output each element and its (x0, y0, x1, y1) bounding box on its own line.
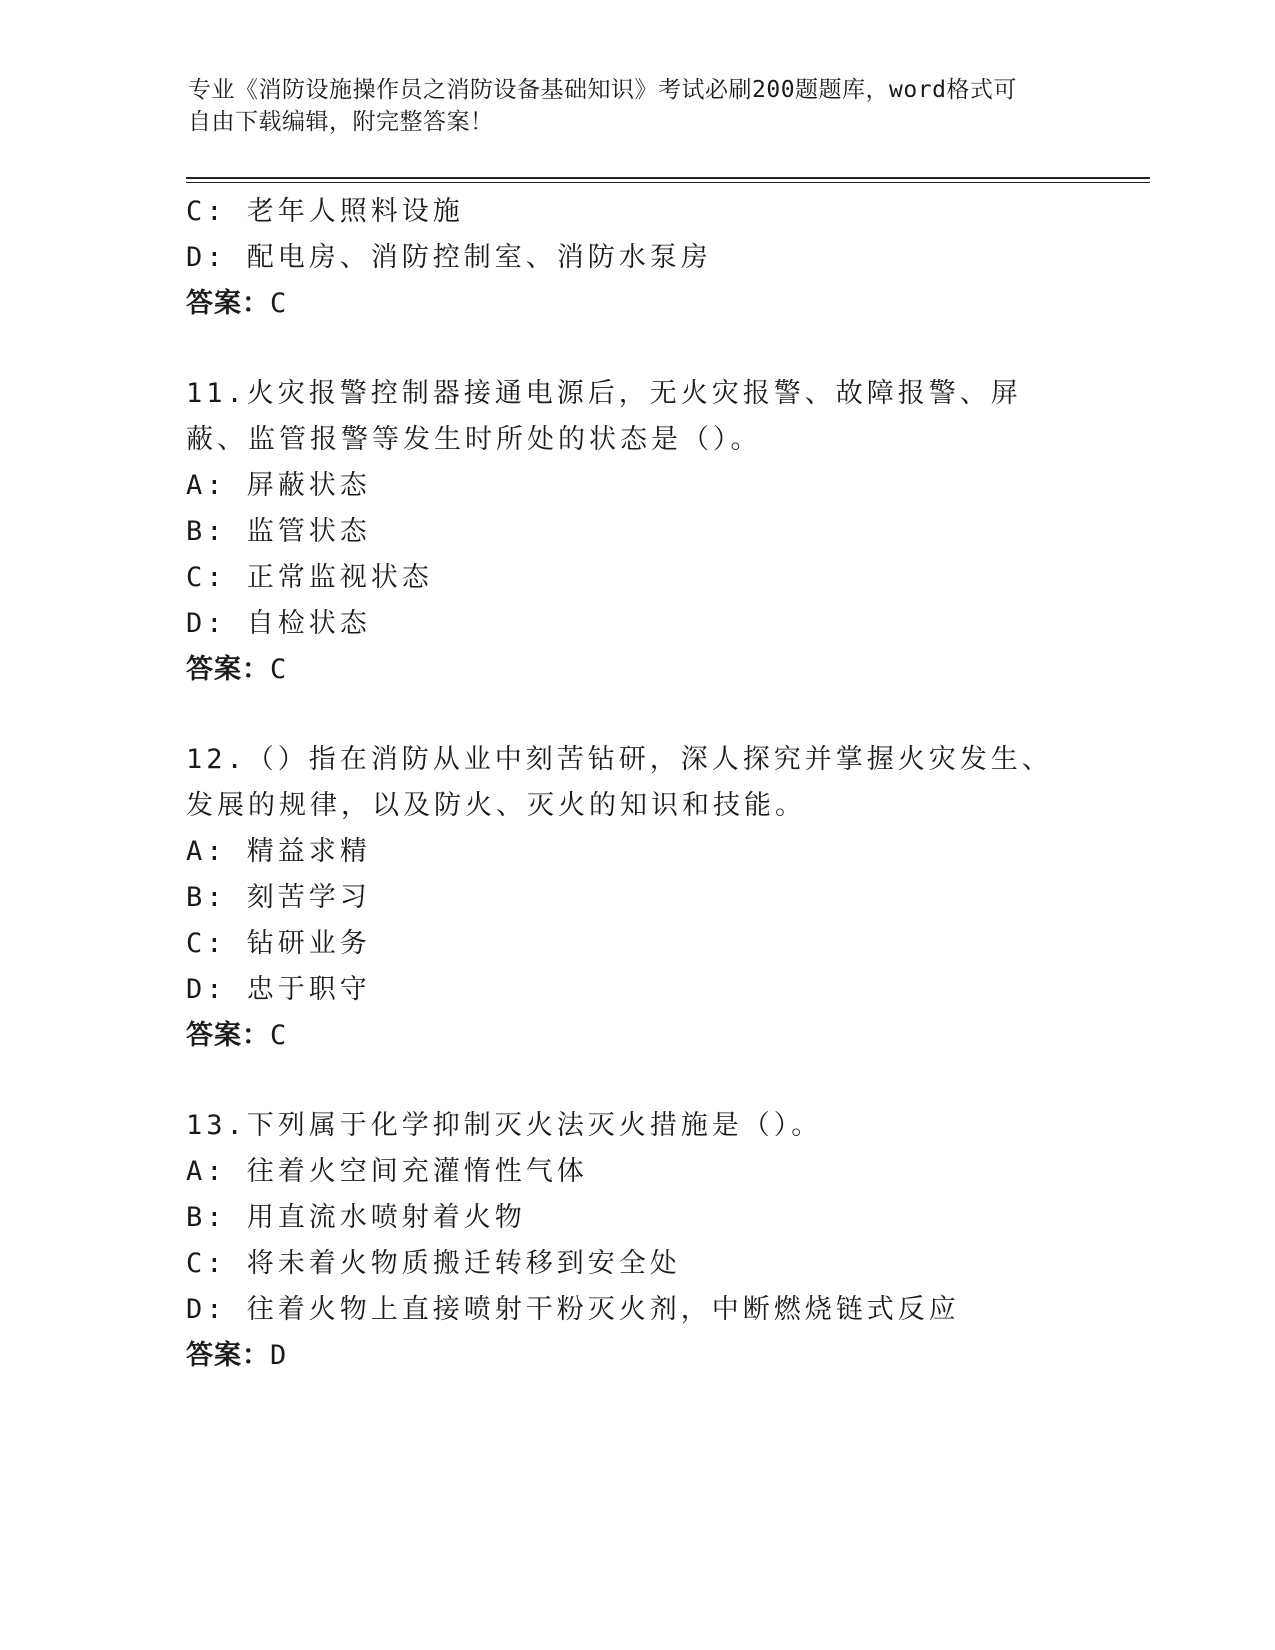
option-d: D: 往着火物上直接喷射干粉灭火剂，中断燃烧链式反应 (186, 1294, 960, 1325)
option-c: C: 正常监视状态 (186, 562, 433, 593)
option-d: D: 配电房、消防控制室、消防水泵房 (186, 242, 712, 273)
option-b: B: 刻苦学习 (186, 882, 371, 913)
header-divider-thick (186, 177, 1150, 179)
option-a: A: 屏蔽状态 (186, 470, 371, 501)
option-c: C: 钻研业务 (186, 928, 371, 959)
option-c: C: 将未着火物质搬迁转移到安全处 (186, 1248, 681, 1279)
answer-line: 答案：C (186, 288, 288, 319)
question-stem: 12.（）指在消防从业中刻苦钻研，深人探究并掌握火灾发生、发展的规律，以及防火、灭火的知识和技能。 (186, 744, 1053, 821)
option-b: B: 用直流水喷射着火物 (186, 1202, 526, 1233)
question-stem: 11.火灾报警控制器接通电源后，无火灾报警、故障报警、屏蔽、监管报警等发生时所处的状态是（）。 (186, 378, 1022, 455)
question-content (186, 189, 1086, 1379)
header-divider-thin (186, 182, 1150, 183)
answer-line: 答案：C (186, 1020, 288, 1051)
option-d: D: 自检状态 (186, 608, 371, 639)
option-c: C: 老年人照料设施 (186, 196, 464, 227)
answer-line: 答案：C (186, 654, 288, 685)
option-d: D: 忠于职守 (186, 974, 371, 1005)
question-stem: 13.下列属于化学抑制灭火法灭火措施是（）。 (186, 1110, 823, 1141)
option-a: A: 往着火空间充灌惰性气体 (186, 1156, 588, 1187)
option-b: B: 监管状态 (186, 516, 371, 547)
answer-line: 答案：D (186, 1340, 288, 1371)
option-a: A: 精益求精 (186, 836, 371, 867)
document-header: 专业《消防设施操作员之消防设备基础知识》考试必刷200题题库，word格式可 自由下载编辑，附完整答案！ (188, 77, 1017, 135)
